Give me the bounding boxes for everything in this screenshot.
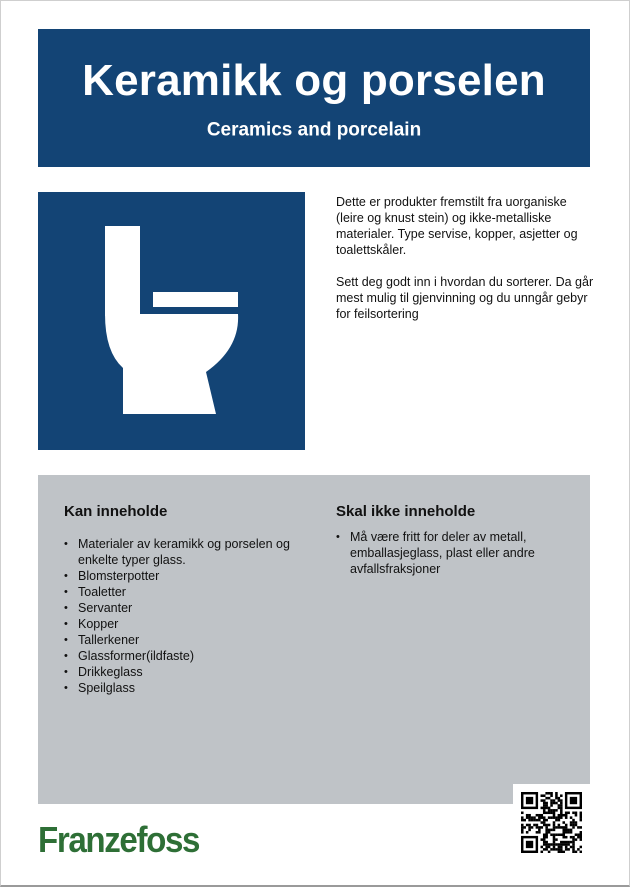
toilet-icon xyxy=(38,192,305,450)
list-item: • Glassformer(ildfaste) xyxy=(64,648,299,664)
intro-paragraph-1: Dette er produkter fremstilt fra uorganiske (leire og knust stein) og ikke-metalliske materialer. Type servise, kopper, asjetter og toalettskåler. xyxy=(336,195,578,257)
list-item: • Speilglass xyxy=(64,680,299,696)
header-banner xyxy=(38,29,590,167)
page-title: Keramikk og porselen xyxy=(82,56,546,105)
list-item: • Kopper xyxy=(64,616,299,632)
list-item: • Toaletter xyxy=(64,584,299,600)
qr-code[interactable] xyxy=(513,784,590,861)
can-contain-list xyxy=(64,536,299,696)
can-contain-heading: Kan inneholde xyxy=(64,503,168,520)
cannot-contain-heading: Skal ikke inneholde xyxy=(336,503,476,520)
list-item: • Tallerkener xyxy=(64,632,299,648)
list-item: • Servanter xyxy=(64,600,299,616)
cannot-contain-list xyxy=(336,529,566,577)
page-subtitle: Ceramics and porcelain xyxy=(206,119,422,141)
list-item: • Blomsterpotter xyxy=(64,568,299,584)
content-panel xyxy=(38,475,590,804)
intro-text xyxy=(336,194,596,338)
franzefoss-logo: Franzefoss xyxy=(38,819,200,860)
qr-code-icon xyxy=(521,792,582,853)
list-item: • Materialer av keramikk og porselen og enkelte typer glass. xyxy=(64,536,299,568)
list-item: • Drikkeglass xyxy=(64,664,299,680)
intro-paragraph-2: Sett deg godt inn i hvordan du sorterer. Da går mest mulig til gjenvinning og du unngår gebyr for feilsortering xyxy=(336,275,594,321)
icon-panel xyxy=(38,192,305,450)
list-item: • Må være fritt for deler av metall, emballasjeglass, plast eller andre avfallsfraksjoner xyxy=(336,529,566,577)
